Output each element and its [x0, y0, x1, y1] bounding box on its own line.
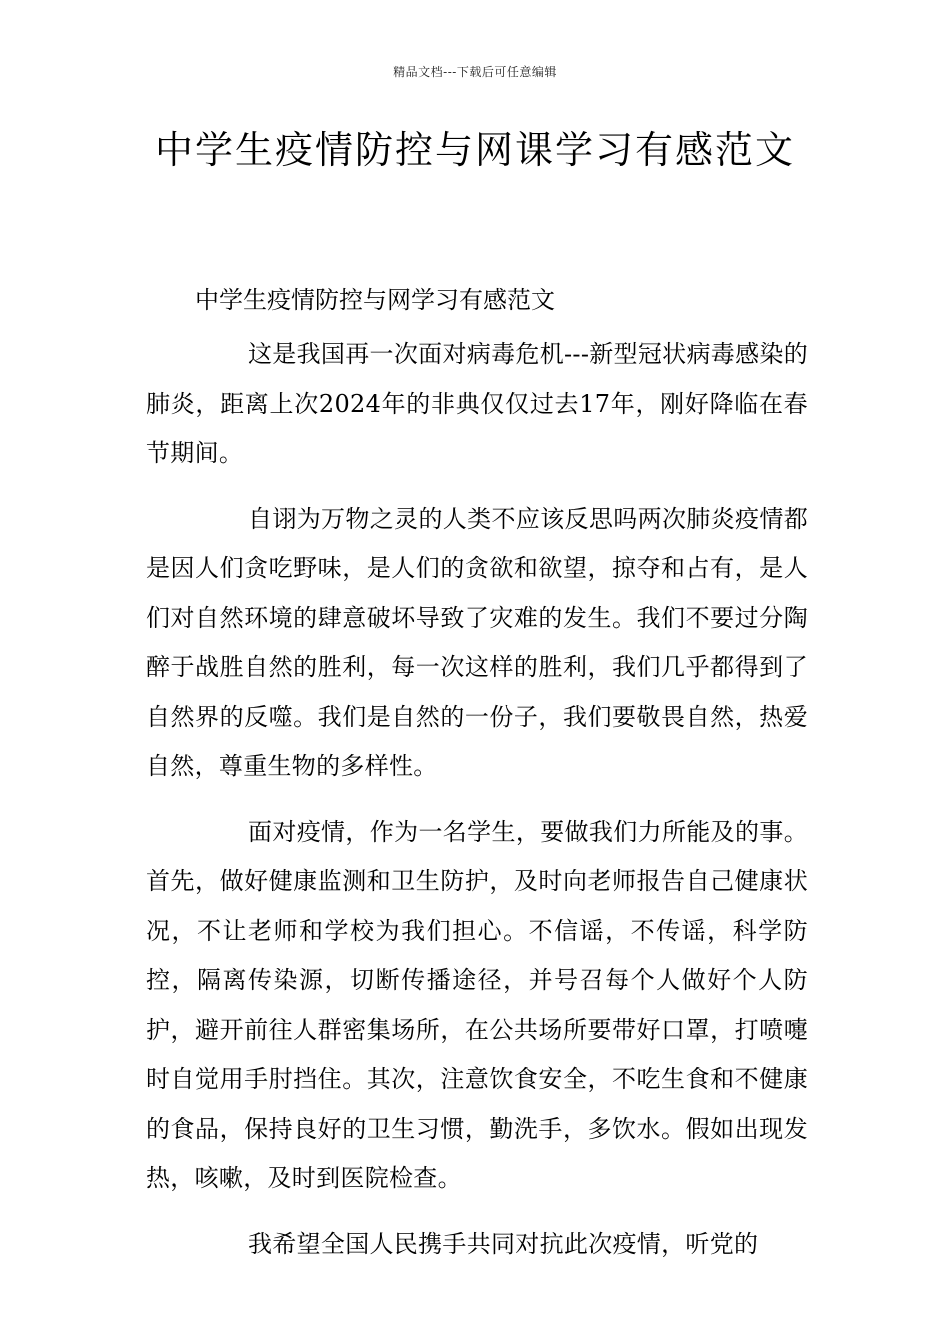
document-body — [146, 330, 808, 1285]
header-note: 精品文档---下载后可任意编辑 — [393, 65, 557, 79]
paragraph: 我希望全国人民携手共同对抗此次疫情，听党的 — [248, 1229, 759, 1258]
paragraph: 这是我国再一次面对病毒危机---新型冠状病毒感染的肺炎，距离上次2024年的非典仅仅过去17年，刚好降临在春节期间。 — [146, 340, 808, 467]
paragraph: 自诩为万物之灵的人类不应该反思吗两次肺炎疫情都是因人们贪吃野味，是人们的贪欲和欲望，掠夺和占有，是人们对自然环境的肆意破坏导致了灾难的发生。我们不要过分陶醉于战胜自然的胜利，每一次这样的胜利，我们几乎都得到了自然界的反噬。我们是自然的一份子，我们要敬畏自然，热爱自然，尊重生物的多样性。 — [146, 504, 808, 780]
document-title: 中学生疫情防控与网课学习有感范文 — [154, 128, 795, 172]
paragraph: 面对疫情，作为一名学生，要做我们力所能及的事。首先，做好健康监测和卫生防护，及时向老师报告自己健康状况，不让老师和学校为我们担心。不信谣，不传谣，科学防控，隔离传染源，切断传播途径，并号召每个人做好个人防护，避开前往人群密集场所，在公共场所要带好口罩，打喷嚏时自觉用手肘挡住。其次，注意饮食安全，不吃生食和不健康的食品，保持良好的卫生习惯，勤洗手，多饮水。假如出现发热，咳嗽，及时到医院检查。 — [146, 817, 808, 1192]
document-subtitle: 中学生疫情防控与网学习有感范文 — [195, 286, 555, 314]
